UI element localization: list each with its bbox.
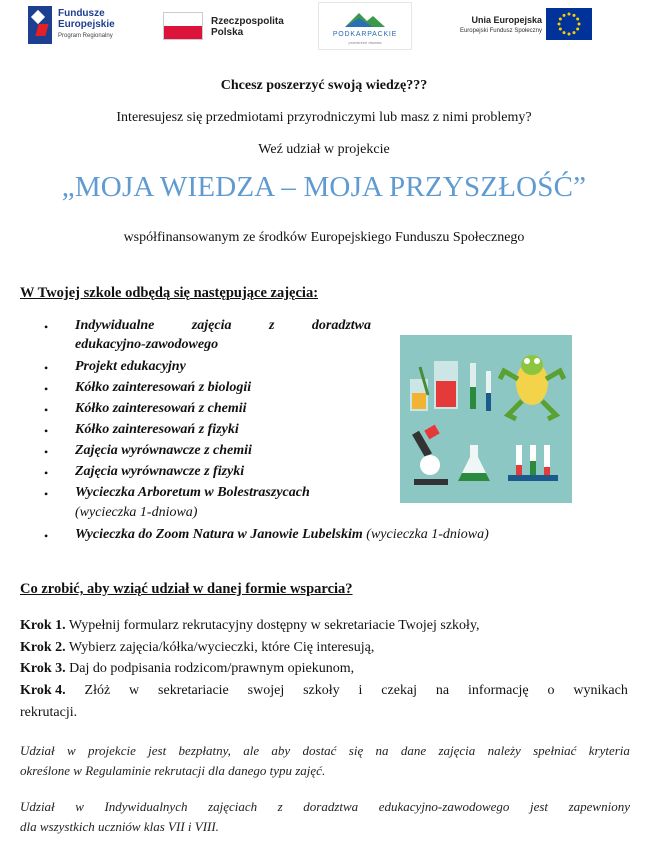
item1-word: zajęcia [191, 318, 232, 333]
trip1-text: Wycieczka Arboretum w Bolestraszycach [75, 485, 310, 500]
classes-heading: W Twojej szkole odbędą się następujące zajęcia: [20, 285, 319, 301]
eu-star-icon [563, 14, 566, 17]
item-text: Kółko zainteresowań z biologii [75, 380, 252, 395]
trip2-note: (wycieczka 1-dniowa) [362, 527, 489, 542]
podkarpackie-sub: przestrzeń otwarta [348, 40, 382, 45]
bullet: • [44, 403, 49, 417]
eu-star-icon [568, 13, 571, 16]
step-1: Krok 1. Wypełnij formularz rekrutacyjny dostępny w sekretariacie Twojej szkoły, [20, 618, 480, 633]
eu-star-icon [559, 28, 562, 31]
eu-star-icon [558, 23, 561, 26]
eu-star-icon [576, 28, 579, 31]
bullet: • [44, 382, 49, 396]
eu-star-icon [568, 33, 571, 36]
fundusze-europejskie-logo [28, 6, 158, 46]
podkarpackie-text: PODKARPACKIE [332, 31, 398, 38]
fe-sub: Program Regionalny [58, 33, 113, 39]
eu-flag-icon [546, 8, 592, 40]
note-2-line2: dla wszystkich uczniów klas VII i VIII. [20, 819, 219, 834]
step-2: Krok 2. Wybierz zajęcia/kółka/wycieczki, które Cię interesują, [20, 639, 375, 655]
item-text: Zajęcia wyrównawcze z chemii [75, 443, 252, 458]
unia-europejska-logo [436, 6, 626, 46]
podkarpackie-logo [318, 2, 412, 50]
item-text: Kółko zainteresowań z fizyki [75, 422, 239, 437]
rp-line2: Polska [211, 27, 244, 38]
bullet: • [44, 487, 49, 501]
eu-star-icon [563, 31, 566, 34]
fundusze-mark-icon [28, 6, 52, 44]
bullet: • [44, 361, 49, 375]
trip1-note: (wycieczka 1-dniowa) [75, 505, 198, 520]
fe-line2: Europejskie [58, 19, 115, 30]
polish-flag-icon [163, 12, 203, 40]
bullet: • [44, 466, 49, 480]
eu-star-icon [578, 23, 581, 26]
eu-star-icon [576, 18, 579, 21]
bullet: • [44, 424, 49, 438]
item-text: Projekt edukacyjny [75, 359, 186, 374]
header-invite: Weź udział w projekcie [258, 142, 390, 157]
step-3: Krok 3. Daj do podpisania rodzicom/prawnym opiekunom, [20, 661, 355, 677]
item1-word: Indywidualne [75, 318, 155, 333]
item1-word: doradztwa [311, 318, 371, 333]
logo-bar [0, 0, 648, 52]
trip2-text: Wycieczka do Zoom Natura w Janowie Lubelskim [75, 527, 363, 542]
header-subquestion: Interesujesz się przedmiotami przyrodniczymi lub masz z nimi problemy? [116, 110, 532, 125]
item1-line2: edukacyjno-zawodowego [75, 337, 219, 352]
project-title: „MOJA WIEDZA – MOJA PRZYSZŁOŚĆ” [61, 171, 587, 203]
note-counseling: Udział w Indywidualnych zajęciach z doradztwa edukacyjno-zawodowego jest zapewniony dla wszystkich uczniów klas VII i VIII. [20, 797, 630, 837]
eu-star-icon [573, 14, 576, 17]
bullet: • [44, 445, 49, 459]
steps-list [20, 615, 628, 724]
bullet: • [44, 529, 49, 543]
item-text: Zajęcia wyrównawcze z fizyki [75, 464, 245, 479]
eu-star-icon [573, 31, 576, 34]
rp-line1: Rzeczpospolita [211, 16, 284, 27]
cofinanced-note: współfinansowanym ze środków Europejskiego Funduszu Społecznego [123, 230, 525, 245]
science-illustration [400, 335, 572, 503]
eu-star-icon [559, 18, 562, 21]
item1-line1 [75, 318, 371, 334]
bullet: • [44, 320, 49, 334]
note-1-line2: określone w Regulaminie rekrutacji dla danego typu zajęć. [20, 763, 326, 778]
fe-line1: Fundusze [58, 8, 105, 19]
ue-line2: Europejski Fundusz Społeczny [459, 28, 542, 34]
mountains-icon [343, 9, 387, 29]
rzeczpospolita-logo [163, 6, 293, 46]
header-question: Chcesz poszerzyć swoją wiedzę??? [220, 78, 428, 93]
step-4: Krok 4. Złóż w sekretariacie swojej szkoły i czekaj na informację o wynikach [20, 683, 628, 699]
steps-heading: Co zrobić, aby wziąć udział w danej formie wsparcia? [20, 581, 353, 597]
item-text: Kółko zainteresowań z chemii [75, 401, 247, 416]
item1-word: z [268, 318, 275, 333]
ue-line1: Unia Europejska [471, 15, 542, 25]
step-4-cont: rekrutacji. [20, 704, 78, 720]
note-free-participation: Udział w projekcie jest bezpłatny, ale aby dostać się na dane zajęcia należy spełniać kryteria określone w Regulaminie rekrutacji dla danego typu zajęć. [20, 741, 630, 781]
